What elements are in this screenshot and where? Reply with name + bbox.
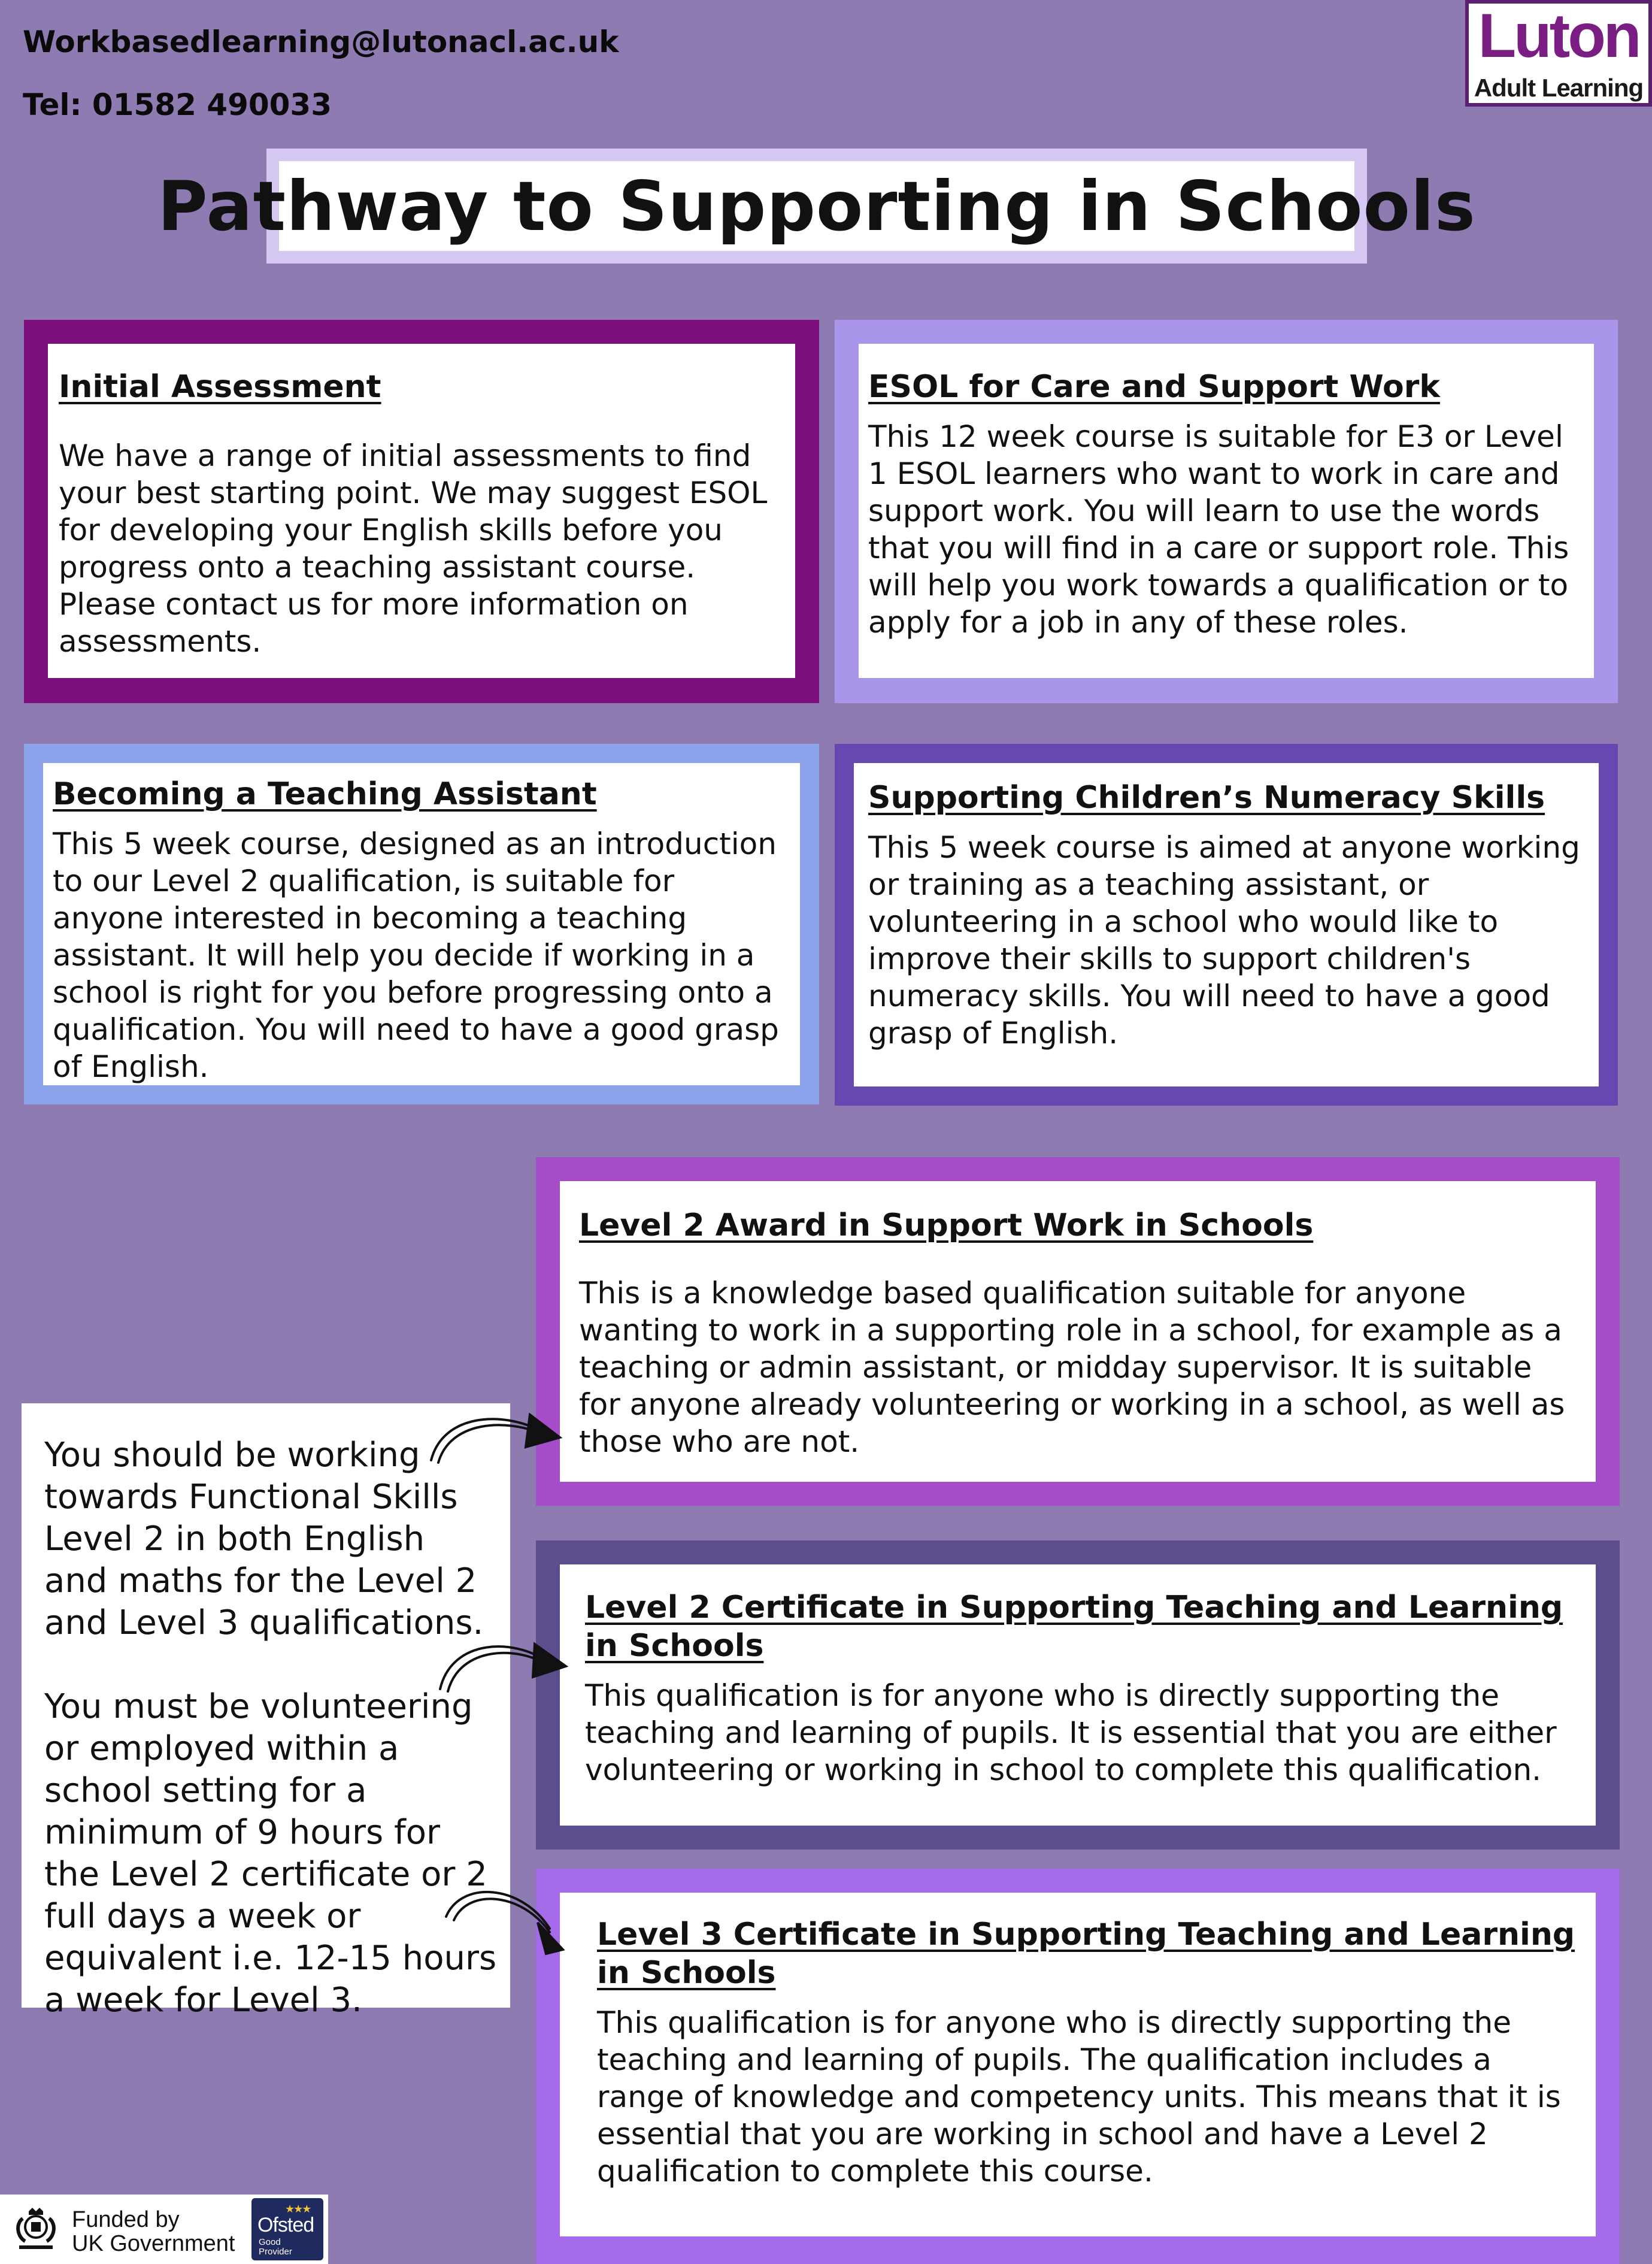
- funded-by-text: Funded by UK Government: [72, 2207, 235, 2256]
- logo-name: Luton: [1478, 1, 1639, 71]
- card-body: This 12 week course is suitable for E3 or Level 1 ESOL learners who want to work in care and support work. You will learn to use the words that you will find in a care or support role. This will help you work towards a qualification or to apply for a job in any of these roles.: [868, 419, 1569, 640]
- volunteering-note: You must be volunteering or employed within a school setting for a minimum of 9 hours for the Level 2 certificate or 2 full days a week or equivalent i.e. 12-15 hours a week for Level 3.: [44, 1687, 497, 2020]
- card-body: This qualification is for anyone who is directly supporting the teaching and learning of pupils. It is essential that you are either volunteering or working in school to complete this qualification.: [585, 1678, 1557, 1787]
- card-title: Initial Assessment: [59, 369, 381, 405]
- ofsted-name: Ofsted: [257, 2214, 314, 2236]
- card-body: This is a knowledge based qualification suitable for anyone wanting to work in a supporting role in a school, for example as a teaching or admin assistant, or midday supervisor. It is suitable for anyone already volunteering or working in a school, as well as those who are not.: [579, 1276, 1565, 1459]
- functional-skills-note: You should be working towards Functional Skills Level 2 in both English and maths for the Level 2 and Level 3 qualifications.: [44, 1436, 484, 1642]
- arrow-icon: [431, 1415, 560, 1463]
- contact-telephone[interactable]: Tel: 01582 490033: [23, 87, 332, 122]
- logo-subtitle: Adult Learning: [1474, 74, 1644, 102]
- card-body: We have a range of initial assessments to find your best starting point. We may suggest ESOL for developing your English skills before you progress onto a teaching assistant course. Please contact us for more information on assessments.: [59, 438, 768, 659]
- card-body: This qualification is for anyone who is directly supporting the teaching and learning of pupils. The qualification includes a range of knowledge and competency units. This means that it is essential that you are working in school and have a Level 2 qualification to complete this course.: [597, 2005, 1561, 2189]
- ofsted-rating: Good Provider: [259, 2237, 292, 2257]
- ofsted-stars-icon: ★★★: [285, 2203, 311, 2215]
- ofsted-badge: [251, 2198, 323, 2260]
- card-title: Becoming a Teaching Assistant: [53, 776, 597, 812]
- card-body: This 5 week course is aimed at anyone working or training as a teaching assistant, or volunteering in a school who would like to improve their skills to support children's numeracy skills. You will need to have a good grasp of English.: [868, 830, 1580, 1051]
- contact-email[interactable]: Workbasedlearning@lutonacl.ac.uk: [23, 25, 619, 59]
- arrow-icon: [440, 1644, 566, 1691]
- card-title: Level 3 Certificate in Supporting Teaching and Learning in Schools: [597, 1917, 1575, 1991]
- card-body: This 5 week course, designed as an introduction to our Level 2 qualification, is suitable for anyone interested in becoming a teaching assistant. It will help you decide if working in a school is right for you before progressing onto a qualification. You will need to have a good grasp of English.: [53, 827, 779, 1084]
- card-title: Level 2 Certificate in Supporting Teaching and Learning in Schools: [585, 1590, 1563, 1664]
- card-title: ESOL for Care and Support Work: [868, 369, 1440, 405]
- footer-badges: [0, 2195, 328, 2264]
- arrow-icon: [446, 1892, 563, 1954]
- page-title: Pathway to Supporting in Schools: [157, 166, 1476, 246]
- card-title: Level 2 Award in Support Work in Schools: [579, 1207, 1314, 1243]
- royal-crest-icon: [11, 2205, 61, 2253]
- card-title: Supporting Children’s Numeracy Skills: [868, 780, 1545, 816]
